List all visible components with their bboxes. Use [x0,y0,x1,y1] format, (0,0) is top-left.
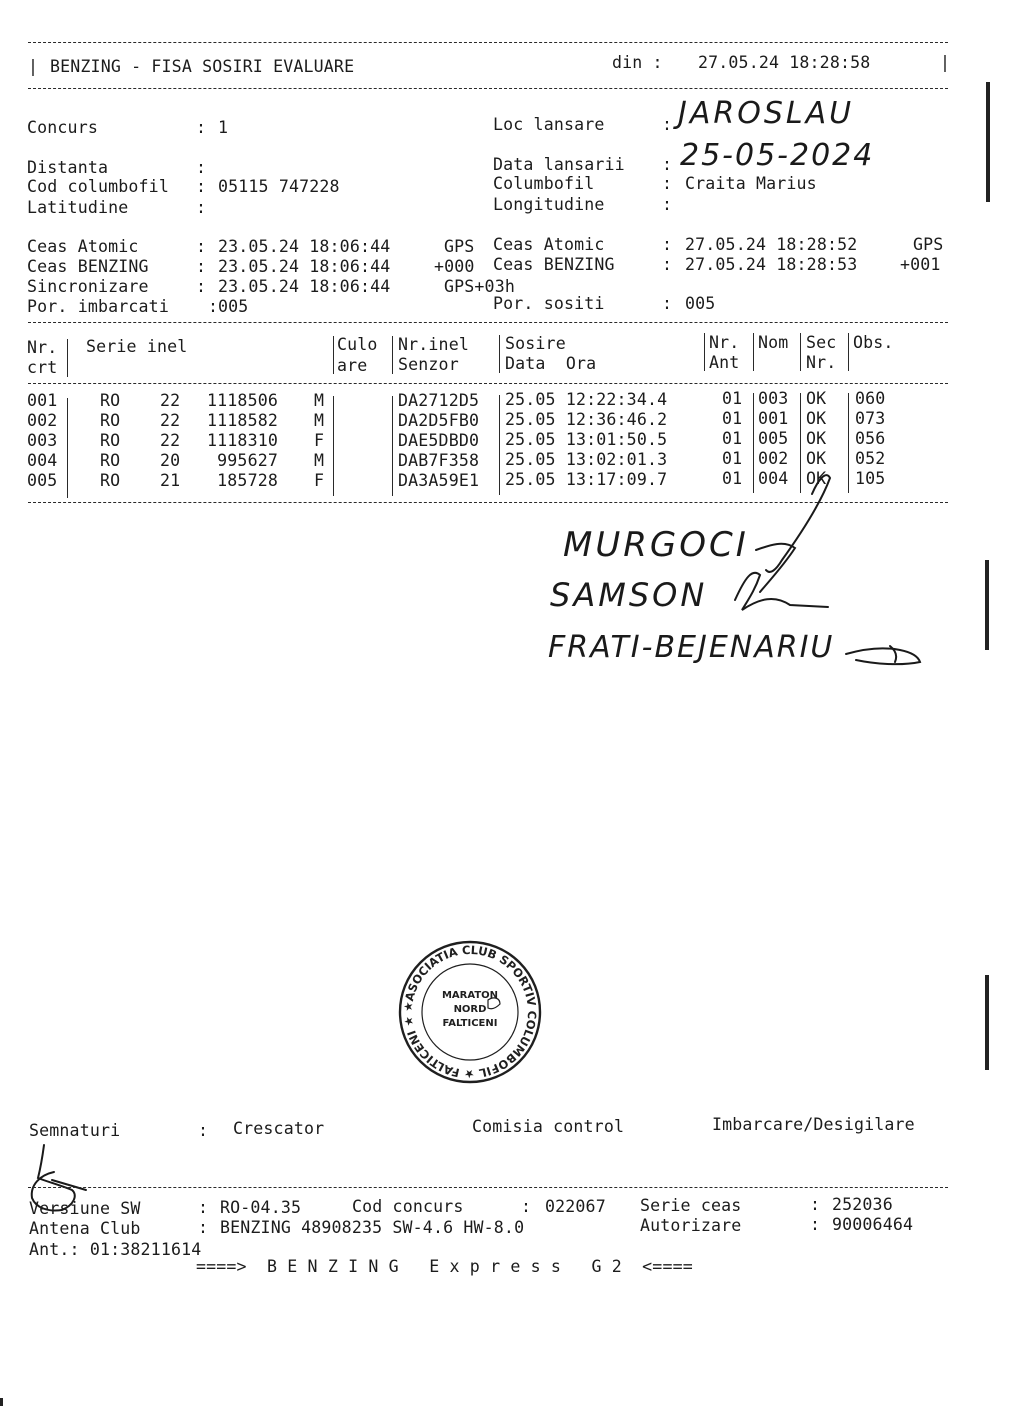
colon: : [196,237,207,256]
cell-sec: OK [806,409,827,428]
cell-tara: RO [100,431,121,450]
right-atomic-value: 27.05.24 18:28:52 [685,235,858,254]
loc-lansare-label: Loc lansare [493,115,605,134]
colon: : [662,235,673,254]
left-atomic-value: 23.05.24 18:06:44 [218,237,391,256]
header-din-label: din : [612,53,663,72]
th-nr-ant-2: Ant [709,353,740,372]
right-atomic-suffix: GPS [913,235,944,254]
cell-ant: 01 [722,389,743,408]
cell-sex: M [314,451,325,470]
cell-ant: 01 [722,449,743,468]
right-benzing-suffix: +001 [900,255,941,274]
cell-senzor: DAB7F358 [398,451,480,470]
cell-sosire: 25.05 12:22:34.4 [505,390,668,409]
serie-ceas-label: Serie ceas [640,1196,742,1215]
cell-nom: 003 [758,389,789,408]
cell-obs: 060 [855,389,886,408]
cell-sec: OK [806,469,827,488]
semnaturi-label: Semnaturi [29,1121,121,1140]
cell-nr: 003 [27,431,58,450]
loc-lansare-colon: : [662,115,673,134]
latitudine-colon: : [196,198,207,217]
versiune-sw-value: RO-04.35 [220,1198,302,1217]
sincronizare-value: 23.05.24 18:06:44 [218,277,391,296]
footer-top-rule [28,1187,948,1188]
cell-inel: 185728 [217,471,278,490]
cod-columbofil-label: Cod columbofil [27,177,169,196]
header-din-value: 27.05.24 18:28:58 [698,53,871,72]
benzing-express-banner: ====> B E N Z I N G E x p r e s s G 2 <==== [196,1257,693,1276]
colon: : [521,1197,532,1216]
club-stamp [396,938,544,1086]
concurs-colon: : [196,118,207,137]
cell-nom: 001 [758,409,789,428]
cell-tara: RO [100,391,121,410]
th-culoare-1: Culo [337,335,378,354]
ceas-benzing-label-right: Ceas BENZING [493,255,615,274]
cell-sec: OK [806,449,827,468]
colon: : [196,277,207,296]
cod-columbofil-colon: : [196,177,207,196]
versiune-sw-label: Versiune SW [29,1199,141,1218]
cell-obs: 105 [855,469,886,488]
cell-obs: 073 [855,409,886,428]
antena-club-label: Antena Club [29,1219,141,1238]
cell-sosire: 25.05 12:36:46.2 [505,410,668,429]
columbofil-colon: : [662,174,673,193]
colon: : [810,1195,821,1214]
cell-sec: OK [806,429,827,448]
antenna-line: Ant.: 01:38211614 [29,1240,202,1259]
svg-text:★ASOCIATIA CLUB SPORTIV COLUMB: ★ASOCIATIA CLUB SPORTIV COLUMBOFIL ★ FALTICENI ★ [400,942,540,1082]
data-lansarii-colon: : [662,155,673,174]
header-title: BENZING - FISA SOSIRI EVALUARE [50,57,355,76]
cell-ant: 01 [722,409,743,428]
handwritten-name-1: MURGOCI [563,525,749,565]
cell-an: 22 [160,411,181,430]
cell-sex: M [314,391,325,410]
latitudine-label: Latitudine [27,198,129,217]
left-benzing-suffix: +000 [434,257,475,276]
colon: : [662,255,673,274]
cell-sosire: 25.05 13:01:50.5 [505,430,668,449]
cell-an: 21 [160,471,181,490]
colon: : [208,297,219,316]
th-crt: crt [27,358,58,377]
th-culoare-2: are [337,356,368,375]
sincronizare-label: Sincronizare [27,277,149,296]
th-nr: Nr. [27,338,58,357]
cell-inel: 1118310 [207,431,278,450]
cell-an: 22 [160,391,181,410]
cell-tara: RO [100,451,121,470]
th-sec-2: Nr. [806,353,837,372]
concurs-value: 1 [218,118,229,137]
serie-ceas-value: 252036 [832,1195,893,1214]
cell-senzor: DA2712D5 [398,391,480,410]
cell-ant: 01 [722,429,743,448]
comisia-control-label: Comisia control [472,1117,625,1136]
th-serie-inel: Serie inel [86,337,188,356]
cell-nom: 002 [758,449,789,468]
handwritten-name-3: FRATI-BEJENARIU [548,630,835,665]
cell-inel: 1118506 [207,391,278,410]
cell-nom: 005 [758,429,789,448]
th-sosire: Sosire [505,334,566,353]
longitudine-colon: : [662,195,673,214]
autorizare-value: 90006464 [832,1215,914,1234]
colon: : [198,1121,209,1140]
th-sec-1: Sec [806,333,837,352]
svg-text:MARATON: MARATON [441,990,499,1001]
ceas-atomic-label-right: Ceas Atomic [493,235,605,254]
data-lansarii-label: Data lansarii [493,155,625,174]
cell-an: 20 [160,451,181,470]
ceas-benzing-label: Ceas BENZING [27,257,149,276]
left-atomic-suffix: GPS [444,237,475,256]
distanta-label: Distanta [27,158,109,177]
cell-sex: M [314,411,325,430]
cell-nr: 005 [27,471,58,490]
colon: : [198,1198,209,1217]
columbofil-label: Columbofil [493,174,595,193]
distanta-colon: : [196,158,207,177]
cell-tara: RO [100,411,121,430]
cell-obs: 056 [855,429,886,448]
cell-sosire: 25.05 13:17:09.7 [505,470,668,489]
cell-inel: 995627 [217,451,278,470]
cod-concurs-value: 022067 [545,1197,606,1216]
cell-tara: RO [100,471,121,490]
sincronizare-suffix: GPS+03h [444,277,515,296]
right-benzing-value: 27.05.24 18:28:53 [685,255,858,274]
por-sositi-label: Por. sositi [493,294,605,313]
svg-text:NORD: NORD [453,1004,487,1015]
th-nom: Nom [758,333,789,352]
th-nr-inel: Nr.inel [398,335,469,354]
header-right-bar: | [940,53,951,72]
concurs-label: Concurs [27,118,98,137]
th-obs: Obs. [853,333,894,352]
colon: : [662,294,673,313]
colon: : [198,1218,209,1237]
cell-obs: 052 [855,449,886,468]
cell-sex: F [314,431,325,450]
cell-senzor: DA3A59E1 [398,471,480,490]
th-senzor: Senzor [398,355,459,374]
cell-sosire: 25.05 13:02:01.3 [505,450,668,469]
imbarcare-desigilare-label: Imbarcare/Desigilare [712,1115,915,1134]
por-imbarcati-value: 005 [218,297,249,316]
loc-lansare-handwritten: JAROSLAU [678,96,855,131]
colon: : [196,257,207,276]
por-imbarcati-label: Por. imbarcati [27,297,169,316]
cell-an: 22 [160,431,181,450]
data-lansarii-handwritten: 25-05-2024 [680,138,875,173]
cell-sex: F [314,471,325,490]
crescator-label: Crescator [233,1119,325,1138]
cell-nr: 004 [27,451,58,470]
left-benzing-value: 23.05.24 18:06:44 [218,257,391,276]
cell-ant: 01 [722,469,743,488]
cell-senzor: DAE5DBD0 [398,431,480,450]
header-left-bar: | [28,57,39,76]
antena-club-value: BENZING 48908235 SW-4.6 HW-8.0 [220,1218,525,1237]
ceas-atomic-label: Ceas Atomic [27,237,139,256]
handwritten-name-2: SAMSON [550,576,708,614]
cell-sec: OK [806,389,827,408]
cell-nr: 002 [27,411,58,430]
autorizare-label: Autorizare [640,1216,742,1235]
colon: : [810,1215,821,1234]
por-sositi-value: 005 [685,294,716,313]
cod-concurs-label: Cod concurs [352,1197,464,1216]
th-nr-ant-1: Nr. [709,333,740,352]
longitudine-label: Longitudine [493,195,605,214]
th-data-ora: Data Ora [505,354,597,373]
cell-nom: 004 [758,469,789,488]
columbofil-value: Craita Marius [685,174,817,193]
cell-inel: 1118582 [207,411,278,430]
svg-text:FALTICENI: FALTICENI [442,1018,498,1029]
cod-columbofil-value: 05115 747228 [218,177,340,196]
cell-senzor: DA2D5FB0 [398,411,480,430]
cell-nr: 001 [27,391,58,410]
